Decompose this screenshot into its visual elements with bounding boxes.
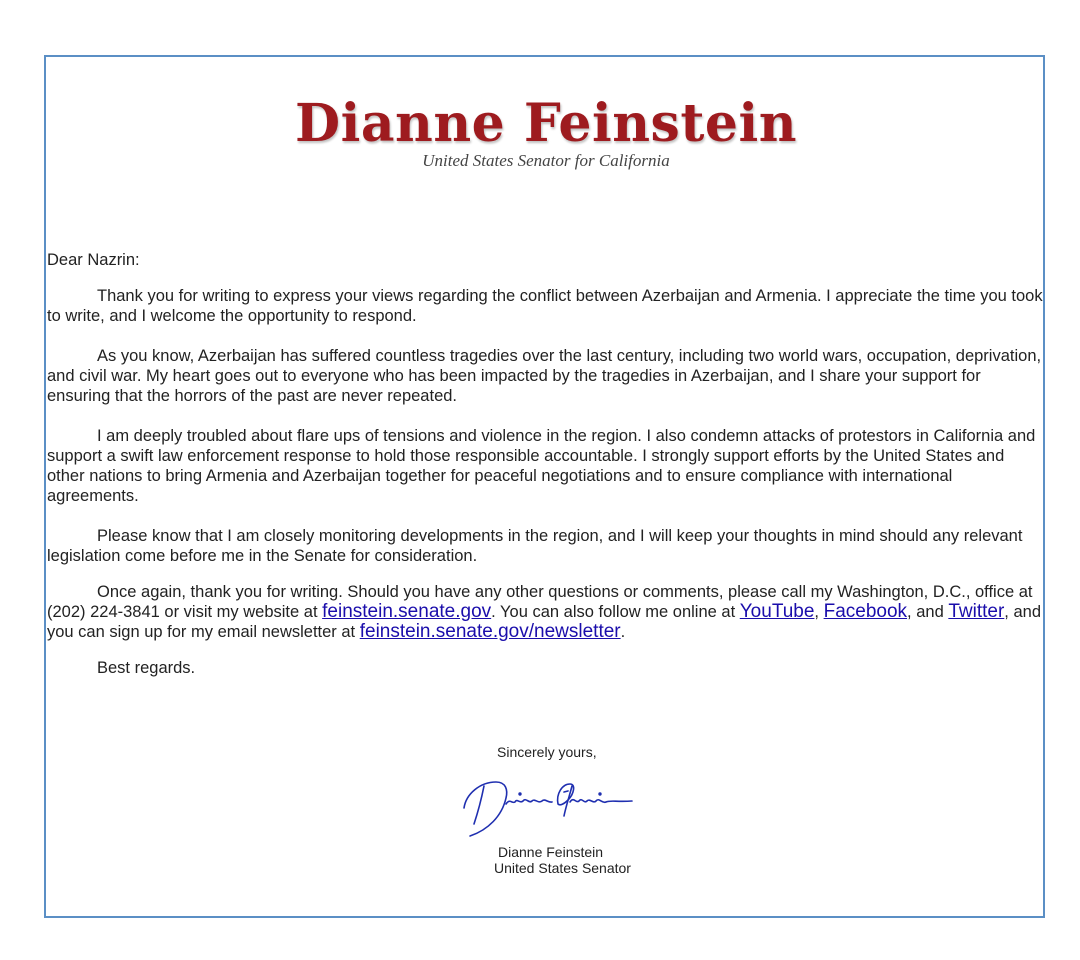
- letterhead-name: Dianne Feinstein: [295, 93, 797, 154]
- paragraph-5-text-6: .: [620, 623, 626, 641]
- paragraph-3: I am deeply troubled about flare ups of tensions and violence in the region. I also condemn attacks of protestors in California and support a swift law enforcement response to hold those responsible accountable. I strongly support efforts by the United States and other nations to bring Armenia and Azerbaijan together for peaceful negotiations and to ensure compliance with international agreements.: [47, 427, 1036, 505]
- paragraph-5-text-1: Once again, thank you for writing. Should you have any other questions or comments, please call my Washington, D.C., office at (202) 224-3841 or visit my website at: [47, 583, 1033, 621]
- paragraph-1: Thank you for writing to express your views regarding the conflict between Azerbaijan and Armenia. I appreciate the time you took to write, and I welcome the opportunity to respond.: [47, 287, 1043, 325]
- letterhead-title: United States Senator for California: [422, 151, 670, 170]
- handwritten-signature: [460, 764, 635, 840]
- youtube-link[interactable]: YouTube: [739, 601, 815, 622]
- salutation: Dear Nazrin:: [47, 251, 140, 269]
- newsletter-link[interactable]: feinstein.senate.gov/newsletter: [359, 621, 621, 642]
- paragraph-2: As you know, Azerbaijan has suffered countless tragedies over the last century, including two world wars, occupation, deprivation, and civil war. My heart goes out to everyone who has been impacted by the tragedies in Azerbaijan, and I share your support for ensuring that the horrors of the past are never repeated.: [47, 347, 1042, 405]
- signer-name: Dianne Feinstein: [498, 844, 604, 860]
- letterhead: [0, 94, 1080, 171]
- paragraph-5-text-5: , and you can sign up for my email newsletter at: [47, 603, 1041, 641]
- paragraph-4: Please know that I am closely monitoring developments in the region, and I will keep your thoughts in mind should any relevant legislation come before me in the Senate for consideration.: [47, 527, 1023, 565]
- paragraph-5: [47, 582, 1043, 642]
- signer-title: United States Senator: [494, 860, 631, 876]
- twitter-link[interactable]: Twitter: [948, 601, 1005, 622]
- best-regards: Best regards.: [97, 659, 196, 677]
- website-link[interactable]: feinstein.senate.gov: [322, 601, 492, 622]
- paragraph-5-text-4: , and: [907, 603, 949, 621]
- facebook-link[interactable]: Facebook: [823, 601, 908, 622]
- closing-text: Sincerely yours,: [497, 744, 597, 760]
- letter-body: [47, 250, 1043, 678]
- paragraph-5-text-3: ,: [814, 603, 824, 621]
- paragraph-5-text-2: . You can also follow me online at: [491, 603, 740, 621]
